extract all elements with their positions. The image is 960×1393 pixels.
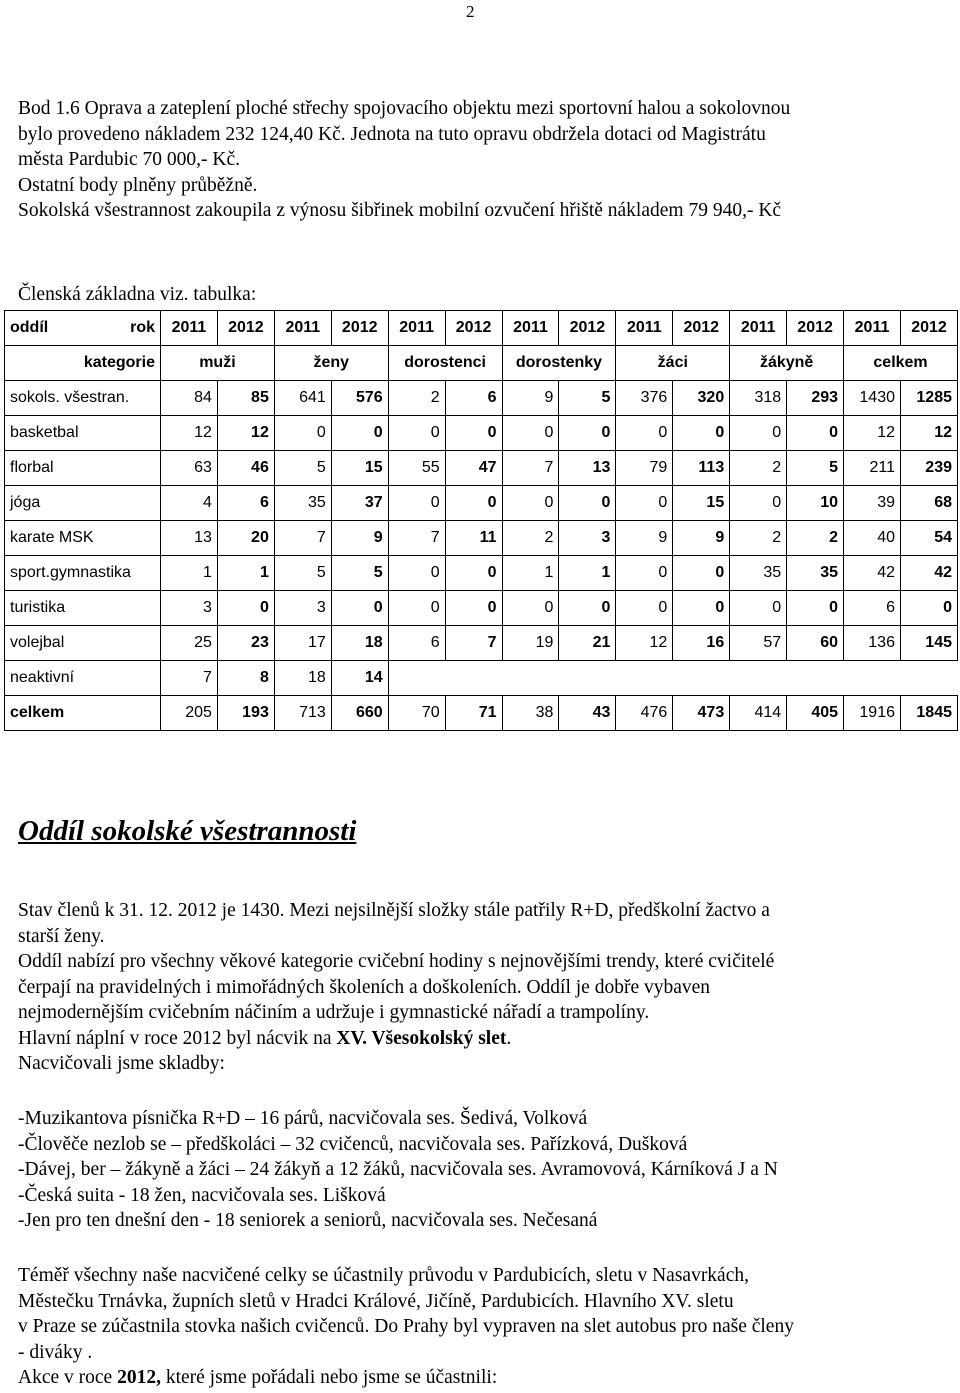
row-value: 3 bbox=[274, 591, 331, 626]
section-title: Oddíl sokolské všestrannosti bbox=[18, 815, 357, 847]
skladba-item: -Dávej, ber – žákyně a žáci – 24 žákyň a 12 žáků, nacvičovala ses. Avramovová, Kárníková J a N bbox=[18, 1159, 778, 1180]
row-value: 17 bbox=[274, 626, 331, 661]
row-value: 0 bbox=[388, 556, 445, 591]
table-row bbox=[5, 626, 958, 661]
header-category: dorostenky bbox=[502, 346, 616, 381]
closing-line: v Praze se zúčastnila stovka našich cvičenců. Do Prahy byl vypraven na slet autobus pro naše členy bbox=[18, 1316, 794, 1337]
table-row bbox=[5, 451, 958, 486]
skladba-item: -Člověče nezlob se – předškoláci – 32 cvičenců, nacvičovala ses. Pařízková, Dušková bbox=[18, 1133, 688, 1155]
slet-name: XV. Všesokolský slet bbox=[336, 1027, 507, 1049]
header-category: dorostenci bbox=[388, 346, 502, 381]
row-value: 3 bbox=[559, 521, 616, 556]
row-value: 0 bbox=[331, 416, 388, 451]
total-value: 476 bbox=[616, 696, 673, 731]
total-value: 713 bbox=[274, 696, 331, 731]
row-value: 10 bbox=[787, 486, 844, 521]
row-value: 0 bbox=[787, 416, 844, 451]
page-number: 2 bbox=[466, 2, 475, 21]
table-row bbox=[5, 556, 958, 591]
header-year: 2012 bbox=[331, 311, 388, 346]
row-name: turistika bbox=[5, 591, 161, 626]
row-value: 9 bbox=[502, 381, 559, 416]
row-value: 2 bbox=[730, 521, 787, 556]
row-value: 7 bbox=[388, 521, 445, 556]
row-value: 7 bbox=[161, 661, 218, 696]
row-value: 239 bbox=[900, 451, 957, 486]
row-value: 2 bbox=[730, 451, 787, 486]
row-value: 0 bbox=[388, 416, 445, 451]
header-oddil-label: oddíl bbox=[10, 319, 49, 336]
row-value: 21 bbox=[559, 626, 616, 661]
empty-cell bbox=[559, 661, 616, 696]
row-value: 0 bbox=[445, 591, 502, 626]
header-category: žáci bbox=[616, 346, 730, 381]
row-value: 9 bbox=[616, 521, 673, 556]
header-category: celkem bbox=[844, 346, 958, 381]
row-value: 3 bbox=[161, 591, 218, 626]
table-total-row bbox=[5, 696, 958, 731]
row-value: 0 bbox=[445, 416, 502, 451]
skladby-intro: Nacvičovali jsme skladby: bbox=[18, 1053, 225, 1074]
body-line: nejmodernějším cvičebním náčiním a udržuje i gymnastické nářadí a trampolíny. bbox=[18, 1002, 650, 1023]
row-value: 0 bbox=[559, 416, 616, 451]
row-value: 18 bbox=[331, 626, 388, 661]
skladby-list bbox=[18, 1106, 778, 1234]
intro-line: Bod 1.6 Oprava a zateplení ploché střechy spojovacího objektu mezi sportovní halou a sokolovnou bbox=[18, 98, 791, 119]
akce-line: Akce v roce 2012, které jsme pořádali nebo jsme se účastnili: bbox=[18, 1367, 498, 1388]
empty-cell bbox=[616, 661, 673, 696]
row-value: 6 bbox=[844, 591, 901, 626]
intro-line: Sokolská všestrannost zakoupila z výnosu šibřinek mobilní ozvučení hřiště nákladem 79 940,- Kč bbox=[18, 200, 782, 221]
header-year: 2011 bbox=[274, 311, 331, 346]
row-value: 0 bbox=[331, 591, 388, 626]
empty-cell bbox=[787, 661, 844, 696]
row-value: 18 bbox=[274, 661, 331, 696]
row-value: 0 bbox=[787, 591, 844, 626]
row-value: 318 bbox=[730, 381, 787, 416]
row-value: 19 bbox=[502, 626, 559, 661]
table-header-categories bbox=[5, 346, 958, 381]
row-value: 2 bbox=[787, 521, 844, 556]
row-value: 0 bbox=[502, 416, 559, 451]
row-value: 35 bbox=[730, 556, 787, 591]
row-value: 0 bbox=[730, 591, 787, 626]
row-value: 35 bbox=[787, 556, 844, 591]
table-header-years bbox=[5, 311, 958, 346]
row-value: 12 bbox=[217, 416, 274, 451]
row-value: 84 bbox=[161, 381, 218, 416]
row-value: 42 bbox=[900, 556, 957, 591]
row-value: 0 bbox=[730, 486, 787, 521]
row-value: 6 bbox=[217, 486, 274, 521]
row-value: 8 bbox=[217, 661, 274, 696]
row-value: 0 bbox=[616, 486, 673, 521]
row-value: 79 bbox=[616, 451, 673, 486]
header-year: 2012 bbox=[787, 311, 844, 346]
header-rok-label: rok bbox=[130, 319, 155, 336]
header-category: ženy bbox=[274, 346, 388, 381]
row-value: 136 bbox=[844, 626, 901, 661]
closing-line: - diváky . bbox=[18, 1341, 93, 1363]
total-value: 1916 bbox=[844, 696, 901, 731]
empty-cell bbox=[730, 661, 787, 696]
header-year: 2011 bbox=[502, 311, 559, 346]
total-value: 1845 bbox=[900, 696, 957, 731]
empty-cell bbox=[673, 661, 730, 696]
table-row bbox=[5, 591, 958, 626]
row-value: 576 bbox=[331, 381, 388, 416]
skladba-item: -Česká suita - 18 žen, nacvičovala ses. Lišková bbox=[18, 1184, 386, 1206]
row-value: 641 bbox=[274, 381, 331, 416]
total-value: 405 bbox=[787, 696, 844, 731]
row-value: 13 bbox=[559, 451, 616, 486]
row-value: 1430 bbox=[844, 381, 901, 416]
row-value: 46 bbox=[217, 451, 274, 486]
table-row bbox=[5, 381, 958, 416]
members-table-body bbox=[5, 311, 958, 731]
row-value: 293 bbox=[787, 381, 844, 416]
row-value: 47 bbox=[445, 451, 502, 486]
closing-paragraph bbox=[18, 1263, 794, 1391]
row-name: volejbal bbox=[5, 626, 161, 661]
row-value: 55 bbox=[388, 451, 445, 486]
row-value: 9 bbox=[673, 521, 730, 556]
row-value: 5 bbox=[274, 556, 331, 591]
row-value: 0 bbox=[673, 416, 730, 451]
row-value: 11 bbox=[445, 521, 502, 556]
empty-cell bbox=[388, 661, 445, 696]
header-year: 2012 bbox=[673, 311, 730, 346]
total-value: 70 bbox=[388, 696, 445, 731]
row-name: sokols. všestran. bbox=[5, 381, 161, 416]
table-row bbox=[5, 486, 958, 521]
intro-line: města Pardubic 70 000,- Kč. bbox=[18, 149, 241, 170]
row-value: 0 bbox=[673, 556, 730, 591]
empty-cell bbox=[445, 661, 502, 696]
row-value: 0 bbox=[388, 591, 445, 626]
row-value: 14 bbox=[331, 661, 388, 696]
row-value: 0 bbox=[217, 591, 274, 626]
members-table bbox=[4, 310, 958, 731]
row-value: 0 bbox=[502, 591, 559, 626]
closing-line: Téměř všechny naše nacvičené celky se účastnily průvodu v Pardubicích, sletu v Nasavrkách, bbox=[18, 1265, 749, 1286]
row-value: 57 bbox=[730, 626, 787, 661]
row-value: 85 bbox=[217, 381, 274, 416]
slet-line: Hlavní náplní v roce 2012 byl nácvik na XV. Všesokolský slet. bbox=[18, 1027, 512, 1049]
header-year: 2011 bbox=[844, 311, 901, 346]
row-value: 0 bbox=[730, 416, 787, 451]
header-kategorie-label: kategorie bbox=[5, 346, 161, 381]
row-value: 39 bbox=[844, 486, 901, 521]
row-value: 1 bbox=[161, 556, 218, 591]
header-category: žákyně bbox=[730, 346, 844, 381]
total-value: 43 bbox=[559, 696, 616, 731]
intro-paragraph bbox=[18, 96, 790, 224]
row-value: 1285 bbox=[900, 381, 957, 416]
row-value: 68 bbox=[900, 486, 957, 521]
row-value: 0 bbox=[616, 416, 673, 451]
intro-line: Ostatní body plněny průběžně. bbox=[18, 174, 258, 196]
row-value: 6 bbox=[445, 381, 502, 416]
body-line: Oddíl nabízí pro všechny věkové kategorie cvičební hodiny s nejnovějšími trendy, které cvičitelé bbox=[18, 951, 775, 972]
row-value: 5 bbox=[331, 556, 388, 591]
row-value: 0 bbox=[445, 486, 502, 521]
row-value: 145 bbox=[900, 626, 957, 661]
row-value: 0 bbox=[673, 591, 730, 626]
row-value: 20 bbox=[217, 521, 274, 556]
header-year: 2011 bbox=[161, 311, 218, 346]
row-name: neaktivní bbox=[5, 661, 161, 696]
row-value: 15 bbox=[673, 486, 730, 521]
row-value: 0 bbox=[274, 416, 331, 451]
empty-cell bbox=[844, 661, 901, 696]
row-value: 63 bbox=[161, 451, 218, 486]
row-value: 0 bbox=[559, 486, 616, 521]
row-value: 211 bbox=[844, 451, 901, 486]
row-value: 0 bbox=[559, 591, 616, 626]
row-value: 40 bbox=[844, 521, 901, 556]
row-value: 0 bbox=[616, 556, 673, 591]
row-value: 0 bbox=[502, 486, 559, 521]
row-value: 60 bbox=[787, 626, 844, 661]
row-value: 15 bbox=[331, 451, 388, 486]
total-value: 473 bbox=[673, 696, 730, 731]
row-value: 320 bbox=[673, 381, 730, 416]
akce-year: 2012, bbox=[117, 1367, 161, 1388]
row-value: 1 bbox=[559, 556, 616, 591]
header-year: 2012 bbox=[217, 311, 274, 346]
body-line: starší ženy. bbox=[18, 925, 105, 947]
row-value: 6 bbox=[388, 626, 445, 661]
row-value: 5 bbox=[787, 451, 844, 486]
row-name: florbal bbox=[5, 451, 161, 486]
row-value: 12 bbox=[844, 416, 901, 451]
row-value: 12 bbox=[616, 626, 673, 661]
row-value: 1 bbox=[217, 556, 274, 591]
total-value: 71 bbox=[445, 696, 502, 731]
table-row bbox=[5, 416, 958, 451]
total-value: 193 bbox=[217, 696, 274, 731]
header-year: 2011 bbox=[616, 311, 673, 346]
body-line: Stav členů k 31. 12. 2012 je 1430. Mezi nejsilnější složky stále patřily R+D, předškolní žactvo a bbox=[18, 900, 770, 921]
closing-line: Městečku Trnávka, župních sletů v Hradci Králové, Jičíně, Pardubicích. Hlavního XV. sletu bbox=[18, 1290, 734, 1312]
table-row bbox=[5, 661, 958, 696]
row-value: 113 bbox=[673, 451, 730, 486]
row-value: 37 bbox=[331, 486, 388, 521]
row-value: 12 bbox=[900, 416, 957, 451]
row-value: 54 bbox=[900, 521, 957, 556]
skladba-item: -Jen pro ten dnešní den - 18 seniorek a seniorů, nacvičovala ses. Nečesaná bbox=[18, 1210, 598, 1231]
row-value: 16 bbox=[673, 626, 730, 661]
row-value: 42 bbox=[844, 556, 901, 591]
row-value: 5 bbox=[559, 381, 616, 416]
row-name: basketbal bbox=[5, 416, 161, 451]
row-name: jóga bbox=[5, 486, 161, 521]
header-year: 2012 bbox=[900, 311, 957, 346]
row-name: karate MSK bbox=[5, 521, 161, 556]
row-value: 2 bbox=[502, 521, 559, 556]
empty-cell bbox=[900, 661, 957, 696]
body-line: čerpají na pravidelných i mimořádných školeních a doškoleních. Oddíl je dobře vybaven bbox=[18, 976, 711, 998]
skladba-item: -Muzikantova písnička R+D – 16 párů, nacvičovala ses. Šedivá, Volková bbox=[18, 1108, 588, 1129]
row-value: 2 bbox=[388, 381, 445, 416]
row-value: 0 bbox=[388, 486, 445, 521]
row-value: 25 bbox=[161, 626, 218, 661]
header-year: 2012 bbox=[445, 311, 502, 346]
header-year: 2012 bbox=[559, 311, 616, 346]
row-value: 376 bbox=[616, 381, 673, 416]
row-value: 0 bbox=[445, 556, 502, 591]
row-value: 23 bbox=[217, 626, 274, 661]
row-name: sport.gymnastika bbox=[5, 556, 161, 591]
intro-line: bylo provedeno nákladem 232 124,40 Kč. Jednota na tuto opravu obdržela dotaci od Magistrátu bbox=[18, 123, 766, 145]
row-value: 9 bbox=[331, 521, 388, 556]
row-value: 4 bbox=[161, 486, 218, 521]
total-value: 414 bbox=[730, 696, 787, 731]
total-value: 38 bbox=[502, 696, 559, 731]
header-category: muži bbox=[161, 346, 275, 381]
row-value: 0 bbox=[900, 591, 957, 626]
total-label: celkem bbox=[5, 696, 161, 731]
empty-cell bbox=[502, 661, 559, 696]
total-value: 205 bbox=[161, 696, 218, 731]
row-value: 7 bbox=[502, 451, 559, 486]
header-oddil-rok bbox=[5, 311, 161, 346]
row-value: 7 bbox=[445, 626, 502, 661]
header-year: 2011 bbox=[388, 311, 445, 346]
row-value: 7 bbox=[274, 521, 331, 556]
row-value: 12 bbox=[161, 416, 218, 451]
row-value: 0 bbox=[616, 591, 673, 626]
header-year: 2011 bbox=[730, 311, 787, 346]
table-row bbox=[5, 521, 958, 556]
row-value: 1 bbox=[502, 556, 559, 591]
table-caption: Členská základna viz. tabulka: bbox=[18, 284, 257, 305]
total-value: 660 bbox=[331, 696, 388, 731]
row-value: 5 bbox=[274, 451, 331, 486]
row-value: 35 bbox=[274, 486, 331, 521]
section-body bbox=[18, 898, 774, 1077]
row-value: 13 bbox=[161, 521, 218, 556]
